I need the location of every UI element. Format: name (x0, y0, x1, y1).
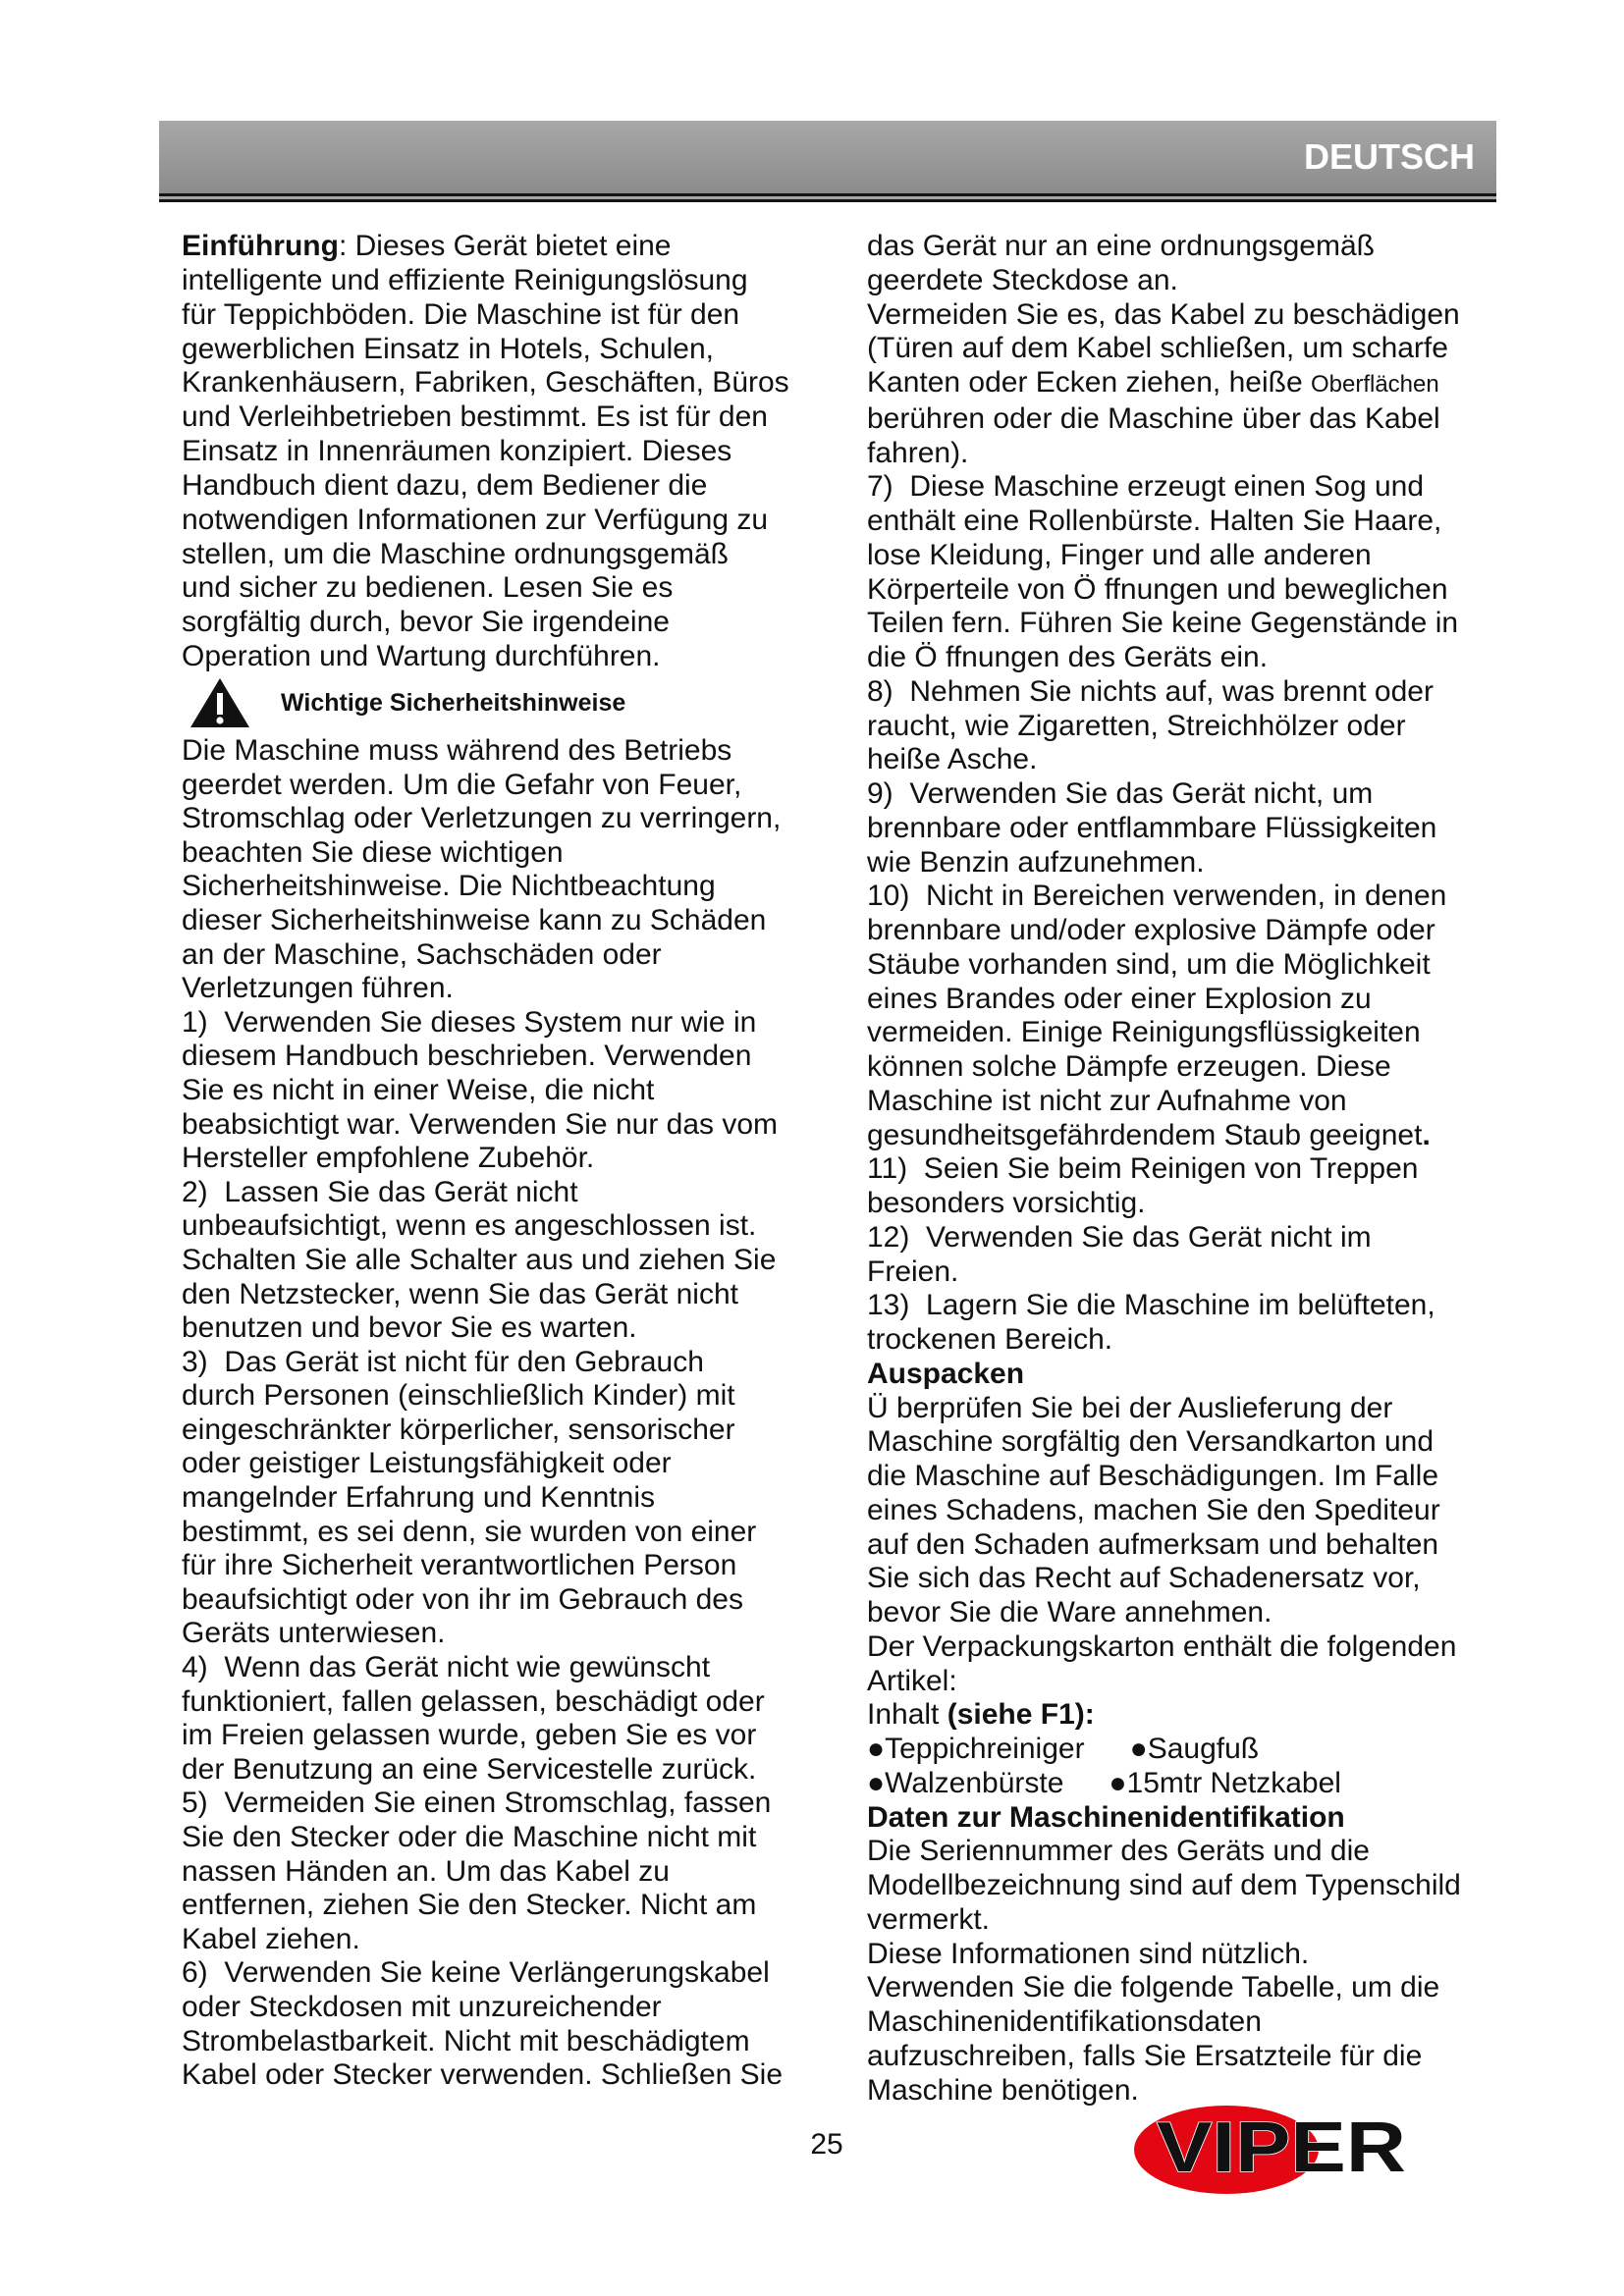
bullet-item: ●Saugfuß (1129, 1733, 1260, 1765)
bold-text: Daten zur Maschinenidentifikation (867, 1800, 1345, 1834)
text-line: beaufsichtigt oder von ihr im Gebrauch des (182, 1582, 743, 1616)
text-line: brennbare oder entflammbare Flüssigkeiten (867, 811, 1437, 844)
text-line: Der Verpackungskarton enthält die folgenden (867, 1629, 1457, 1663)
text-line: Maschine benötigen. (867, 2073, 1139, 2107)
text-line: (Türen auf dem Kabel schließen, um scharfe (867, 332, 1448, 365)
text-segment: gesundheitsgefährdendem Staub geeignet (867, 1118, 1423, 1151)
text-line: Die Maschine muss während des Betriebs (182, 734, 732, 767)
text-line: auf den Schaden aufmerksam und behalten (867, 1527, 1439, 1561)
text-line: die Maschine auf Beschädigungen. Im Falle (867, 1460, 1439, 1492)
text-line: Sie den Stecker oder die Maschine nicht mit (182, 1821, 757, 1853)
text-line: 6) Verwenden Sie keine Verlängerungskabel (182, 1956, 770, 1990)
text-line: Handbuch dient dazu, dem Bediener die (182, 468, 708, 502)
text-line: heiße Asche. (867, 743, 1038, 776)
viper-logo (1129, 2101, 1414, 2195)
text-line: Sie sich das Recht auf Schadenersatz vor, (867, 1562, 1421, 1595)
text-line: notwendigen Informationen zur Verfügung zu (182, 503, 769, 536)
text-line: enthält eine Rollenbürste. Halten Sie Haare, (867, 505, 1442, 537)
language-header (159, 121, 1496, 202)
text-line: eines Schadens, machen Sie den Spediteur (867, 1493, 1440, 1526)
text-line: Kabel ziehen. (182, 1922, 360, 1955)
text-line: stellen, um die Maschine ordnungsgemäß (182, 537, 729, 570)
text-line: besonders vorsichtig. (867, 1187, 1146, 1219)
text-line: 7) Diese Maschine erzeugt einen Sog und (867, 470, 1425, 504)
text-line: Teilen fern. Führen Sie keine Gegenstände in (867, 607, 1459, 640)
text-line: vermerkt. (867, 1902, 991, 1936)
small-text: Oberflächen (1310, 371, 1439, 398)
text-line: Hersteller empfohlene Zubehör. (182, 1142, 595, 1175)
text-line: trockenen Bereich. (867, 1323, 1113, 1356)
text-line: funktioniert, fallen gelassen, beschädigt oder (182, 1684, 765, 1718)
text-line (182, 230, 815, 264)
text-line: im Freien gelassen wurde, geben Sie es vor (182, 1719, 757, 1752)
text-line: 4) Wenn das Gerät nicht wie gewünscht (182, 1651, 711, 1684)
logo-text: VIPER (1157, 2109, 1406, 2187)
text-line: oder geistiger Leistungsfähigkeit oder (182, 1447, 672, 1480)
text-line: die Ö ffnungen des Geräts ein. (867, 641, 1269, 673)
text-line: geerdete Steckdose an. (867, 263, 1178, 296)
text-line: Maschine ist nicht zur Aufnahme von (867, 1084, 1347, 1117)
text-line: Maschine sorgfältig den Versandkarton und (867, 1425, 1435, 1459)
text-line (867, 1119, 1500, 1153)
text-line: 13) Lagern Sie die Maschine im belüfteten, (867, 1289, 1435, 1322)
text-line: Vermeiden Sie es, das Kabel zu beschädigen (867, 297, 1460, 331)
bold-text: (siehe F1): (947, 1698, 1095, 1732)
bold-text: . (1422, 1118, 1431, 1151)
text-line (867, 1801, 1500, 1836)
safety-heading: Wichtige Sicherheitshinweise (281, 689, 626, 717)
text-line: Verwenden Sie die folgende Tabelle, um die (867, 1971, 1440, 2004)
text-line: Verletzungen führen. (182, 972, 454, 1005)
bullet-item: ●Walzenbürste (867, 1766, 1064, 1799)
text-line: an der Maschine, Sachschäden oder (182, 937, 662, 971)
text-line: 9) Verwenden Sie das Gerät nicht, um (867, 777, 1374, 810)
text-line: berühren oder die Maschine über das Kabel (867, 401, 1440, 435)
text-line: Maschinenidentifikationsdaten (867, 2005, 1262, 2038)
text-line: brennbare und/oder explosive Dämpfe oder (867, 914, 1435, 946)
text-line: benutzen und bevor Sie es warten. (182, 1311, 637, 1345)
text-line (867, 1767, 1500, 1801)
text-line: durch Personen (einschließlich Kinder) mit (182, 1379, 735, 1413)
text-line: lose Kleidung, Finger und alle anderen (867, 538, 1372, 571)
text-line: Kabel oder Stecker verwenden. Schließen Sie (182, 2058, 784, 2092)
text-line: Operation und Wartung durchführen. (182, 640, 661, 673)
page-number: 25 (810, 2128, 843, 2161)
text-line: sorgfältig durch, bevor Sie irgendeine (182, 606, 670, 639)
text-line: 1) Verwenden Sie dieses System nur wie in (182, 1005, 757, 1039)
text-line: Einsatz in Innenräumen konzipiert. Dieses (182, 435, 732, 468)
text-line: Stäube vorhanden sind, um die Möglichkeit (867, 947, 1431, 981)
text-line (867, 1358, 1500, 1392)
text-line: beabsichtigt war. Verwenden Sie nur das vom (182, 1107, 779, 1141)
text-line: 12) Verwenden Sie das Gerät nicht im (867, 1220, 1372, 1254)
text-line: Sicherheitshinweise. Die Nichtbeachtung (182, 870, 716, 903)
text-line: entfernen, ziehen Sie den Stecker. Nicht am (182, 1889, 757, 1922)
text-line: eingeschränkter körperlicher, sensorischer (182, 1413, 735, 1446)
text-line: und Verleihbetrieben bestimmt. Es ist für den (182, 400, 768, 434)
bullet-item: ●Teppichreiniger (867, 1733, 1085, 1765)
text-line: Stromschlag oder Verletzungen zu verringern, (182, 802, 782, 835)
text-line (867, 366, 1500, 402)
text-segment: Kanten oder Ecken ziehen, heiße (867, 366, 1311, 399)
text-line: 3) Das Gerät ist nicht für den Gebrauch (182, 1345, 704, 1378)
text-line: mangelnder Erfahrung und Kenntnis (182, 1481, 655, 1515)
text-line: können solche Dämpfe erzeugen. Diese (867, 1050, 1391, 1083)
text-line: 11) Seien Sie beim Reinigen von Treppen (867, 1152, 1419, 1186)
text-line: unbeaufsichtigt, wenn es angeschlossen ist. (182, 1209, 757, 1243)
safety-instructions (182, 734, 815, 2093)
text-line: 10) Nicht in Bereichen verwenden, in denen (867, 880, 1447, 913)
text-line: 8) Nehmen Sie nichts auf, was brennt oder (867, 674, 1434, 708)
bullet-item: ●15mtr Netzkabel (1109, 1766, 1341, 1799)
text-line: 2) Lassen Sie das Gerät nicht (182, 1175, 578, 1208)
text-line: vermeiden. Einige Reinigungsflüssigkeiten (867, 1016, 1421, 1049)
text-line: fahren). (867, 436, 969, 469)
text-line: eines Brandes oder einer Explosion zu (867, 982, 1372, 1015)
text-line: Artikel: (867, 1664, 957, 1697)
bold-text: Einführung (182, 230, 339, 262)
text-line: wie Benzin aufzunehmen. (867, 845, 1205, 879)
text-line: nassen Händen an. Um das Kabel zu (182, 1854, 670, 1888)
introduction-paragraph (182, 230, 815, 674)
right-column (867, 230, 1500, 2108)
text-line: diesem Handbuch beschrieben. Verwenden (182, 1040, 752, 1073)
text-line: aufzuschreiben, falls Sie Ersatzteile für die (867, 2039, 1423, 2072)
bold-text: Auspacken (867, 1357, 1025, 1390)
text-line: Körperteile von Ö ffnungen und beweglichen (867, 572, 1448, 606)
text-line: oder Steckdosen mit unzureichender (182, 1990, 662, 2023)
text-line: bestimmt, es sei denn, sie wurden von einer (182, 1515, 757, 1548)
text-line: gewerblichen Einsatz in Hotels, Schulen, (182, 332, 714, 365)
text-line: das Gerät nur an eine ordnungsgemäß (867, 230, 1375, 262)
text-line: Strombelastbarkeit. Nicht mit beschädigtem (182, 2024, 750, 2057)
text-line: für ihre Sicherheit verantwortlichen Person (182, 1549, 737, 1582)
language-label: DEUTSCH (1303, 136, 1475, 177)
text-line (867, 1733, 1500, 1767)
text-line: Diese Informationen sind nützlich. (867, 1937, 1310, 1970)
warning-icon (189, 676, 251, 729)
text-line (867, 1698, 1500, 1733)
text-line: Sie es nicht in einer Weise, die nicht (182, 1073, 655, 1106)
text-line: Die Seriennummer des Geräts und die (867, 1835, 1370, 1868)
text-line: intelligente und effiziente Reinigungslösung (182, 263, 748, 296)
text-line: Ü berprüfen Sie bei der Auslieferung der (867, 1391, 1393, 1424)
text-line: für Teppichböden. Die Maschine ist für den (182, 297, 740, 331)
text-segment: Inhalt (867, 1698, 947, 1732)
text-line: den Netzstecker, wenn Sie das Gerät nicht (182, 1277, 738, 1310)
text-line: raucht, wie Zigaretten, Streichhölzer oder (867, 709, 1406, 742)
text-line: Schalten Sie alle Schalter aus und ziehen Sie (182, 1243, 777, 1276)
text-line: geerdet werden. Um die Gefahr von Feuer, (182, 768, 742, 801)
text-line: 5) Vermeiden Sie einen Stromschlag, fassen (182, 1787, 772, 1820)
text-line: bevor Sie die Ware annehmen. (867, 1596, 1272, 1629)
text-segment: : Dieses Gerät bietet eine (338, 230, 672, 262)
text-line: der Benutzung an eine Servicestelle zurück. (182, 1752, 757, 1786)
text-line: Freien. (867, 1255, 959, 1288)
text-line: Geräts unterwiesen. (182, 1617, 446, 1650)
text-line: dieser Sicherheitshinweise kann zu Schäden (182, 903, 767, 936)
text-line: und sicher zu bedienen. Lesen Sie es (182, 571, 674, 605)
text-line: beachten Sie diese wichtigen (182, 835, 564, 869)
text-line: Krankenhäusern, Fabriken, Geschäften, Büros (182, 366, 789, 400)
text-line: Modellbezeichnung sind auf dem Typenschild (867, 1869, 1461, 1901)
